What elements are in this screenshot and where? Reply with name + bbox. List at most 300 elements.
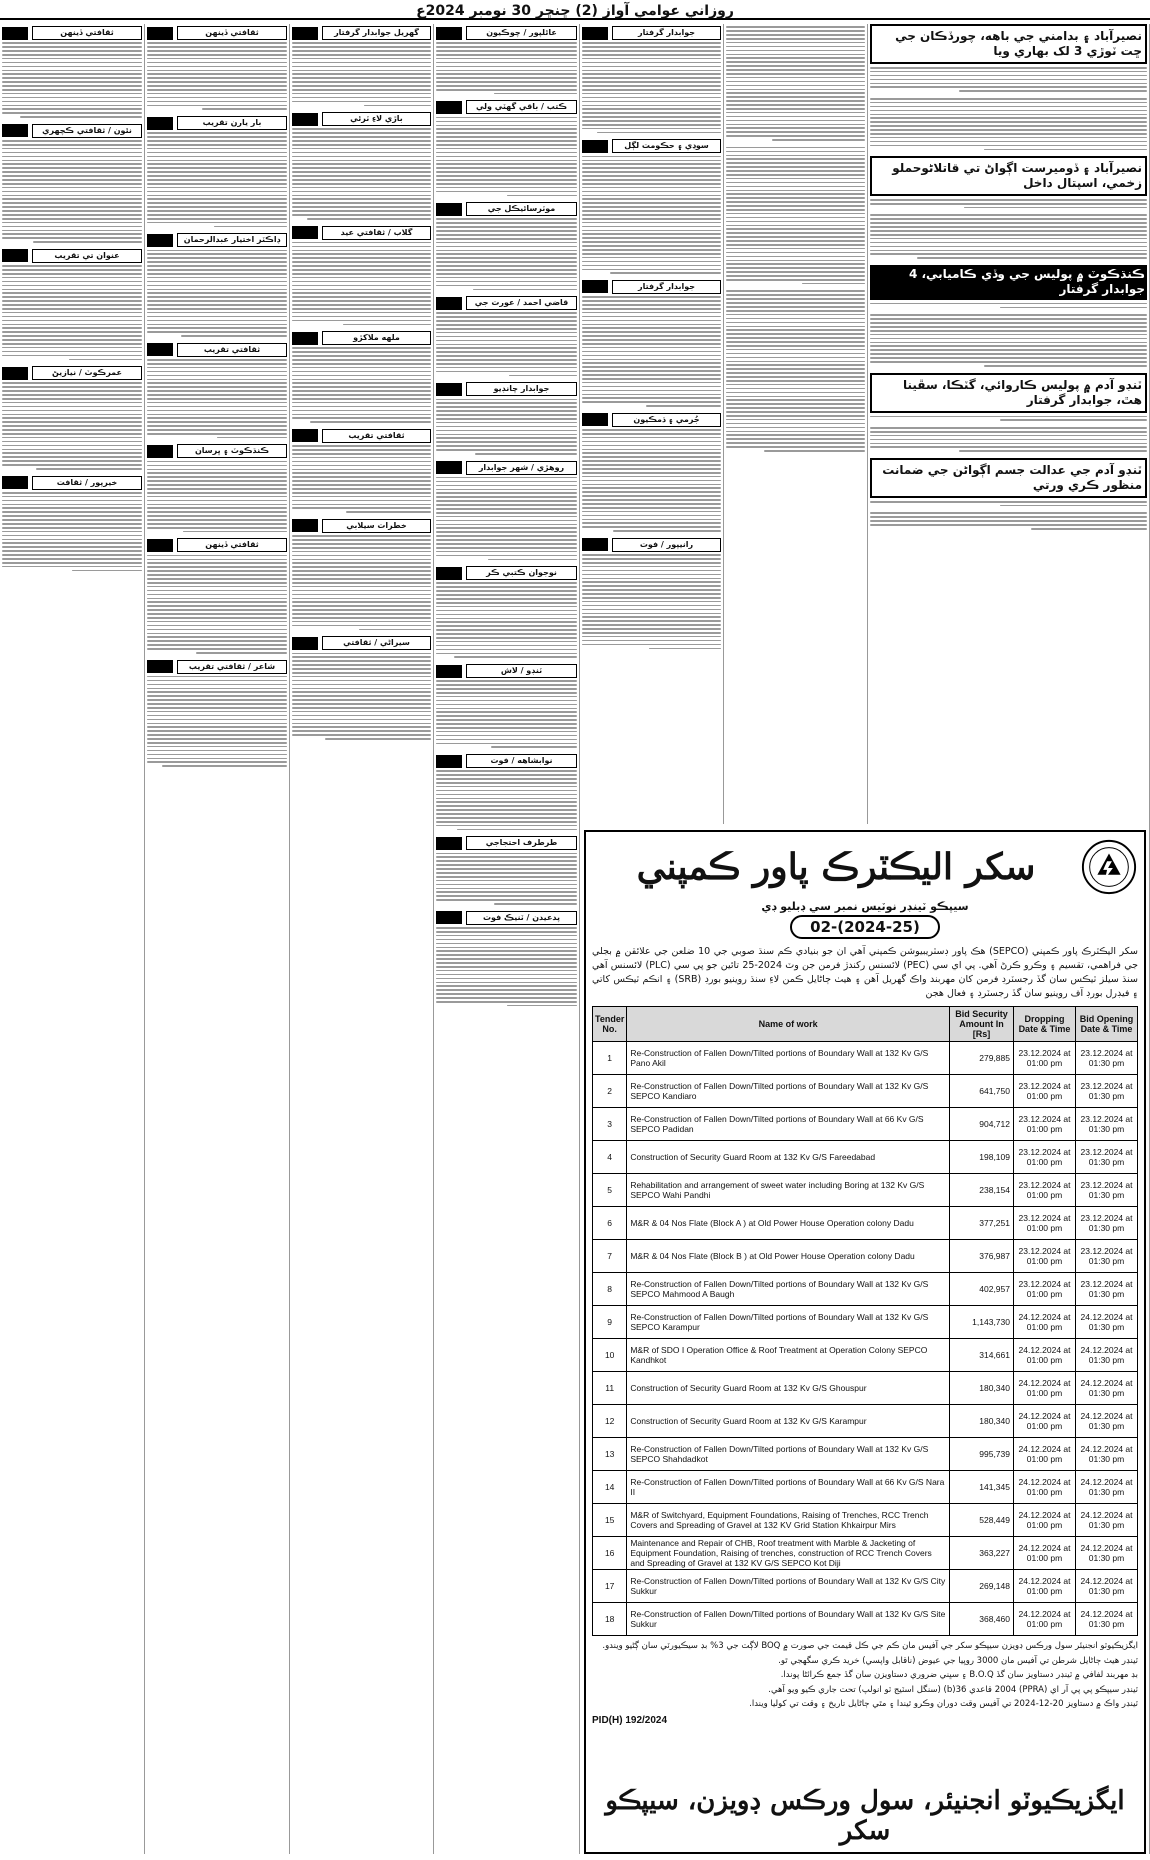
bid-security-cell: 198,109: [950, 1141, 1014, 1174]
kicker-text: نوجوان ڪتبي ڪر: [466, 566, 577, 580]
kicker-tag: [292, 332, 318, 345]
kicker-tag: [582, 280, 608, 293]
kicker-text: ثقافتي ڏينهن: [177, 26, 287, 40]
story-headline: ٽنڊو آدم جي عدالت جسم اڳواڻن جي ضمانت منظور ڪري ورتي: [870, 458, 1147, 498]
tender-no-cell: 16: [593, 1537, 627, 1570]
body-text: [2, 42, 142, 118]
body-text: [292, 128, 431, 219]
kicker-text: طرطرف احتجاجي: [466, 836, 577, 850]
body-text: [582, 296, 721, 407]
tender-no-cell: 11: [593, 1372, 627, 1405]
opening-date-cell: 23.12.2024 at 01:30 pm: [1076, 1174, 1138, 1207]
bid-security-cell: 368,460: [950, 1603, 1014, 1636]
story-kicker: [2, 366, 142, 380]
news-story: [436, 836, 577, 904]
kicker-text: رانيپور / فوت: [612, 538, 721, 552]
bid-security-cell: 528,449: [950, 1504, 1014, 1537]
table-row: [593, 1042, 1138, 1075]
story-headline: ڪنڌڪوٽ ۾ پوليس جي وڏي ڪاميابي، 4 جوابدار گرفتار: [870, 265, 1147, 300]
news-story: [436, 382, 577, 454]
kicker-text: شاعر / ثقافتي تقريب: [177, 660, 287, 674]
news-story: [870, 512, 1147, 529]
kicker-tag: [582, 27, 608, 40]
story-kicker: [147, 444, 287, 458]
col-header-bid-security: Bid Security Amount In [Rs]: [950, 1007, 1014, 1042]
opening-date-cell: 23.12.2024 at 01:30 pm: [1076, 1273, 1138, 1306]
story-kicker: [436, 26, 577, 40]
news-story: [292, 636, 431, 739]
dropping-date-cell: 24.12.2024 at 01:00 pm: [1014, 1570, 1076, 1603]
news-story: [147, 116, 287, 227]
opening-date-cell: 24.12.2024 at 01:30 pm: [1076, 1537, 1138, 1570]
news-story: [582, 413, 721, 532]
story-kicker: [292, 26, 431, 40]
story-kicker: [436, 296, 577, 310]
kicker-text: سوڍي ۽ حڪومت لڳل: [612, 139, 721, 153]
notice-text: سيپڪو ٽينڊر نوٽيس نمبر سي ڊبليو ڊي: [761, 900, 969, 913]
dropping-date-cell: 24.12.2024 at 01:00 pm: [1014, 1438, 1076, 1471]
kicker-tag: [436, 567, 462, 580]
kicker-tag: [147, 234, 173, 247]
news-story: [436, 100, 577, 196]
story-kicker: [2, 26, 142, 40]
kicker-tag: [436, 297, 462, 310]
story-kicker: [582, 538, 721, 552]
kicker-tag: [292, 113, 318, 126]
table-row: [593, 1471, 1138, 1504]
opening-date-cell: 24.12.2024 at 01:30 pm: [1076, 1471, 1138, 1504]
news-story: [147, 538, 287, 653]
story-kicker: [436, 566, 577, 580]
news-story: [582, 26, 721, 133]
news-story: [147, 343, 287, 439]
kicker-tag: [2, 124, 28, 137]
col-header-tender-no: Tender No.: [593, 1007, 627, 1042]
column-c: [290, 24, 434, 1854]
tender-no-cell: 7: [593, 1240, 627, 1273]
pid-number: PID(H) 192/2024: [592, 1714, 668, 1726]
news-story: [870, 214, 1147, 258]
kicker-tag: [292, 226, 318, 239]
tender-table-body: [593, 1042, 1138, 1636]
tender-no-cell: 13: [593, 1438, 627, 1471]
kicker-tag: [436, 101, 462, 114]
dropping-date-cell: 23.12.2024 at 01:00 pm: [1014, 1108, 1076, 1141]
body-text: [582, 42, 721, 133]
body-text: [582, 554, 721, 649]
kicker-tag: [436, 461, 462, 474]
story-kicker: [147, 538, 287, 552]
kicker-text: ملهه ملاکڙو: [322, 331, 431, 345]
work-name-cell: Re-Construction of Fallen Down/Tilted portions of Boundary Wall at 132 Kv G/S City Sukkur: [627, 1570, 950, 1603]
story-kicker: [436, 836, 577, 850]
dropping-date-cell: 23.12.2024 at 01:00 pm: [1014, 1273, 1076, 1306]
kicker-tag: [436, 665, 462, 678]
table-row: [593, 1603, 1138, 1636]
opening-date-cell: 24.12.2024 at 01:30 pm: [1076, 1339, 1138, 1372]
tender-no-cell: 5: [593, 1174, 627, 1207]
work-name-cell: Re-Construction of Fallen Down/Tilted portions of Boundary Wall at 132 Kv G/S Site Sukkur: [627, 1603, 950, 1636]
story-kicker: [582, 139, 721, 153]
tender-no-cell: 18: [593, 1603, 627, 1636]
body-text: [147, 461, 287, 533]
kicker-tag: [2, 476, 28, 489]
kicker-text: خطرات سيلابي: [322, 519, 431, 533]
kicker-tag: [147, 660, 173, 673]
kicker-tag: [292, 519, 318, 532]
body-text: [870, 512, 1147, 529]
table-row: [593, 1339, 1138, 1372]
kicker-tag: [292, 429, 318, 442]
body-text: [436, 477, 577, 560]
ad-term: ٽينڊر سيپڪو پي پي آر اي (PPRA) 2004 قاعدي 36(b) (سنگل اسٽيج ٽو انولپ) تحت جاري ڪيو ويو آهي.: [768, 1684, 1138, 1695]
story-kicker: [2, 249, 142, 263]
news-story: [436, 202, 577, 290]
bid-security-cell: 314,661: [950, 1339, 1014, 1372]
tender-no-cell: 4: [593, 1141, 627, 1174]
dropping-date-cell: 24.12.2024 at 01:00 pm: [1014, 1471, 1076, 1504]
col-header-opening-date: Bid Opening Date & Time: [1076, 1007, 1138, 1042]
body-text: [870, 98, 1147, 150]
tender-table: [592, 1006, 1138, 1636]
kicker-text: موٽرسائيڪل جي: [466, 202, 577, 216]
body-text: [870, 214, 1147, 258]
column-f: [724, 24, 868, 824]
work-name-cell: Re-Construction of Fallen Down/Tilted portions of Boundary Wall at 132 Kv G/S SEPCO Karampur: [627, 1306, 950, 1339]
ad-term: بڊ مهربند لفافي ۾ ٽينڊر دستاويز سان گڏ B.O.Q ۽ سڀني ضروري دستاويزن سان گڏ جمع ڪرائڻا پوندا.: [780, 1670, 1138, 1680]
col-header-dropping-date: Dropping Date & Time: [1014, 1007, 1076, 1042]
story-kicker: [436, 202, 577, 216]
kicker-text: جُرمي ۽ ڌمڪيون: [612, 413, 721, 427]
body-text: [870, 67, 1147, 92]
ad-term: ٽينڊر واڪ ۾ دستاويز 20-12-2024 تي آفيس وقت دوران وڪرو ٿيندا ۽ مٿي ڄاڻايل تاريخ ۽ وقت تي کوليا ويندا.: [749, 1699, 1138, 1709]
dropping-date-cell: 24.12.2024 at 01:00 pm: [1014, 1372, 1076, 1405]
news-story: [870, 24, 1147, 92]
body-text: [147, 359, 287, 438]
body-text: [147, 250, 287, 337]
story-kicker: [436, 911, 577, 925]
news-story: [436, 26, 577, 94]
kicker-text: بار يارن تقريب: [177, 116, 287, 130]
company-name: سکر اليڪٽرڪ پاور ڪمپني: [636, 846, 1036, 888]
table-row: [593, 1108, 1138, 1141]
story-headline: نصيرآباد ۽ بدامني جي باهه، چورڏڪان جي ڇت ٽوڙي 3 لک بهاري ويا: [870, 24, 1147, 64]
bid-security-cell: 1,143,730: [950, 1306, 1014, 1339]
column-e: [0, 24, 145, 1854]
news-story: [2, 249, 142, 360]
story-kicker: [147, 26, 287, 40]
table-row: [593, 1504, 1138, 1537]
dropping-date-cell: 23.12.2024 at 01:00 pm: [1014, 1174, 1076, 1207]
news-story: [292, 226, 431, 326]
kicker-text: جوابدار گرفتار: [612, 26, 721, 40]
story-kicker: [582, 413, 721, 427]
body-text: [147, 132, 287, 227]
body-text: [436, 927, 577, 1006]
kicker-text: گلاب / ثقافتي عيد: [322, 226, 431, 240]
dropping-date-cell: 24.12.2024 at 01:00 pm: [1014, 1306, 1076, 1339]
story-headline: ٽنڊو آدم ۾ پوليس ڪاروائي، گٽڪا، سڦينا هٿ، جوابدار گرفتار: [870, 373, 1147, 413]
kicker-tag: [436, 203, 462, 216]
dropping-date-cell: 24.12.2024 at 01:00 pm: [1014, 1339, 1076, 1372]
opening-date-cell: 23.12.2024 at 01:30 pm: [1076, 1207, 1138, 1240]
story-kicker: [582, 26, 721, 40]
masthead: [0, 0, 1150, 20]
kicker-text: روهڙي / شهر جوابدار: [466, 461, 577, 475]
ad-terms: [592, 1640, 1138, 1711]
news-story: [2, 124, 142, 243]
kicker-text: باڙي لاءِ ٽرئي: [322, 112, 431, 126]
work-name-cell: Re-Construction of Fallen Down/Tilted portions of Boundary Wall at 132 Kv G/S SEPCO Mahmood A Baugh: [627, 1273, 950, 1306]
body-text: [436, 680, 577, 748]
kicker-tag: [436, 27, 462, 40]
table-row: [593, 1075, 1138, 1108]
news-story: [292, 26, 431, 106]
tender-table-header: [593, 1007, 1138, 1042]
notice-number: 02-(2024-25): [790, 915, 940, 939]
opening-date-cell: 24.12.2024 at 01:30 pm: [1076, 1570, 1138, 1603]
kicker-text: ٽنڊو / لاش: [466, 664, 577, 678]
story-kicker: [2, 476, 142, 490]
kicker-text: عائلپور / چوڪيون: [466, 26, 577, 40]
news-story: [147, 444, 287, 532]
kicker-text: ڪتب / باقي گهٽي ولي: [466, 100, 577, 114]
story-kicker: [147, 343, 287, 357]
table-row: [593, 1405, 1138, 1438]
story-kicker: [436, 461, 577, 475]
kicker-text: عنوان تي تقريب: [32, 249, 142, 263]
ad-intro: سکر اليڪٽرڪ پاور ڪمپني (SEPCO) هڪ پاور ڊسٽريبيوشن ڪمپني آهي ان جو بنيادي ڪم سنڌ صوبي جي 10 ضلعن جي علائقن ۾ بجلي جي فراهمي، تقسيم ۽ وڪرو ڪرڻ آهي. پي اي سي (PEC) لائسنس رکندڙ فرمن جن وٽ 2024-25 تائين جو پي سي (PLC) لائسنس آهي سنڌ سيلز ٽيڪس سان گڏ رجسٽرڊ فرمن کان مهربند واڪ گهريل آهن ۽ هيٺ ڄاڻايل ڪمن لاءِ سنڌ روينيو بورڊ (SRB) ۽ انڪم ٽيڪس کاتي ۽ فيڊرل بورڊ آف روينيو سان گڏ رجسٽرڊ ۽ فعال هجن: [592, 946, 1138, 999]
body-text: [870, 199, 1147, 208]
bid-security-cell: 180,340: [950, 1372, 1014, 1405]
news-story: [726, 147, 865, 285]
story-headline: نصيرآباد ۽ ڏوميرست اڳواڻ تي قاتلاڻوحملو زخمي، اسپتال داخل: [870, 156, 1147, 196]
body-text: [436, 312, 577, 376]
news-story: [2, 476, 142, 572]
kicker-text: ثقافتي ڏينهن: [32, 26, 142, 40]
ad-term: ٽينڊر هيٺ ڄاڻايل شرطن تي آفيس مان 3000 روپيا جي عيوض (ناقابل واپسي) خريد ڪري سگهجي ٿو.: [778, 1655, 1138, 1666]
dropping-date-cell: 24.12.2024 at 01:00 pm: [1014, 1504, 1076, 1537]
news-story: [870, 314, 1147, 366]
ad-header: [592, 836, 1138, 898]
column-d: [145, 24, 290, 1854]
column-b: [434, 24, 580, 1854]
kicker-tag: [436, 911, 462, 924]
bid-security-cell: 141,345: [950, 1471, 1014, 1504]
work-name-cell: M&R of SDO I Operation Office & Roof Treatment at Operation Colony SEPCO Kandhkot: [627, 1339, 950, 1372]
kicker-text: خيرپور / ثقافت: [32, 476, 142, 490]
opening-date-cell: 23.12.2024 at 01:30 pm: [1076, 1108, 1138, 1141]
work-name-cell: Re-Construction of Fallen Down/Tilted portions of Boundary Wall at 66 Kv G/S SEPCO Padidan: [627, 1108, 950, 1141]
body-text: [292, 42, 431, 106]
body-text: [726, 147, 865, 285]
dropping-date-cell: 24.12.2024 at 01:00 pm: [1014, 1405, 1076, 1438]
opening-date-cell: 23.12.2024 at 01:30 pm: [1076, 1141, 1138, 1174]
kicker-tag: [292, 637, 318, 650]
body-text: [870, 303, 1147, 308]
story-kicker: [2, 124, 142, 138]
body-text: [292, 653, 431, 740]
table-row: [593, 1306, 1138, 1339]
news-story: [436, 911, 577, 1007]
work-name-cell: Construction of Security Guard Room at 132 Kv G/S Ghouspur: [627, 1372, 950, 1405]
news-story: [292, 429, 431, 513]
bid-security-cell: 279,885: [950, 1042, 1014, 1075]
body-text: [870, 416, 1147, 421]
news-story: [436, 296, 577, 376]
news-story: [582, 538, 721, 649]
kicker-tag: [582, 538, 608, 551]
tender-no-cell: 17: [593, 1570, 627, 1603]
bid-security-cell: 363,227: [950, 1537, 1014, 1570]
sepco-logo-icon: [1080, 838, 1138, 896]
kicker-tag: [147, 445, 173, 458]
body-text: [2, 382, 142, 469]
body-text: [726, 290, 865, 451]
tender-notice: [592, 900, 1138, 939]
story-kicker: [147, 116, 287, 130]
work-name-cell: Re-Construction of Fallen Down/Tilted portions of Boundary Wall at 132 Kv G/S SEPCO Shahdadkot: [627, 1438, 950, 1471]
story-kicker: [436, 754, 577, 768]
tender-no-cell: 15: [593, 1504, 627, 1537]
sepco-tender-ad: [584, 830, 1146, 1854]
tender-no-cell: 2: [593, 1075, 627, 1108]
body-text: [292, 535, 431, 630]
kicker-tag: [2, 27, 28, 40]
kicker-text: نئون / ثقافتي ڪچهري: [32, 124, 142, 138]
body-text: [147, 676, 287, 767]
opening-date-cell: 24.12.2024 at 01:30 pm: [1076, 1438, 1138, 1471]
body-text: [436, 42, 577, 94]
news-story: [292, 519, 431, 630]
col-header-name-of-work: Name of work: [627, 1007, 950, 1042]
bid-security-cell: 180,340: [950, 1405, 1014, 1438]
kicker-text: ثقافتي تقريب: [177, 343, 287, 357]
body-text: [436, 582, 577, 658]
news-story: [870, 156, 1147, 208]
kicker-tag: [436, 755, 462, 768]
work-name-cell: Re-Construction of Fallen Down/Tilted portions of Boundary Wall at 66 Kv G/S Nara II: [627, 1471, 950, 1504]
kicker-tag: [147, 117, 173, 130]
news-story: [436, 566, 577, 658]
kicker-text: ثقافتي ڏينهن: [177, 538, 287, 552]
kicker-tag: [147, 539, 173, 552]
news-story: [292, 331, 431, 423]
news-story: [436, 664, 577, 748]
table-row: [593, 1438, 1138, 1471]
story-kicker: [436, 382, 577, 396]
kicker-tag: [147, 27, 173, 40]
table-row: [593, 1240, 1138, 1273]
kicker-tag: [2, 249, 28, 262]
tender-no-cell: 14: [593, 1471, 627, 1504]
kicker-text: عمرڪوٽ / نيازيڻ: [32, 366, 142, 380]
body-text: [436, 770, 577, 830]
work-name-cell: Construction of Security Guard Room at 132 Kv G/S Fareedabad: [627, 1141, 950, 1174]
kicker-text: پدعيدن / ٽنيڪ فوت: [466, 911, 577, 925]
news-story: [726, 290, 865, 451]
bid-security-cell: 641,750: [950, 1075, 1014, 1108]
story-kicker: [147, 233, 287, 247]
kicker-text: ڊاڪٽر اختيار عبدالرحمان: [177, 233, 287, 247]
story-kicker: [147, 660, 287, 674]
opening-date-cell: 23.12.2024 at 01:30 pm: [1076, 1240, 1138, 1273]
news-story: [436, 461, 577, 561]
bid-security-cell: 269,148: [950, 1570, 1014, 1603]
body-text: [292, 347, 431, 423]
dropping-date-cell: 24.12.2024 at 01:00 pm: [1014, 1537, 1076, 1570]
news-story: [2, 366, 142, 469]
ad-signature: ايگزيڪيوٽو انجنيئر، سول ورڪس ڊويزن، سيپڪو سکر: [605, 1786, 1125, 1846]
news-story: [436, 754, 577, 830]
news-story: [2, 26, 142, 118]
news-story: [726, 26, 865, 140]
kicker-text: سيراڻي / ثقافتي: [322, 636, 431, 650]
news-story: [147, 660, 287, 767]
work-name-cell: M&R & 04 Nos Flate (Block B ) at Old Power House Operation colony Dadu: [627, 1240, 950, 1273]
kicker-tag: [292, 27, 318, 40]
kicker-tag: [436, 383, 462, 396]
work-name-cell: M&R & 04 Nos Flate (Block A ) at Old Power House Operation colony Dadu: [627, 1207, 950, 1240]
kicker-tag: [2, 367, 28, 380]
table-row: [593, 1174, 1138, 1207]
opening-date-cell: 23.12.2024 at 01:30 pm: [1076, 1042, 1138, 1075]
dropping-date-cell: 23.12.2024 at 01:00 pm: [1014, 1207, 1076, 1240]
kicker-text: قاضي احمد / عورت جي: [466, 296, 577, 310]
ad-term: ايگزيڪيوٽو انجنيئر سول ورڪس ڊويزن سيپڪو سکر جي آفيس مان ڪم جي ڪل قيمت جي صورت ۾ BOQ لاڳت جي 3% بڊ سيڪيورٽي سان ڳڻيو ويندو.: [602, 1641, 1138, 1651]
body-text: [582, 156, 721, 274]
kicker-text: ثقافتي تقريب: [322, 429, 431, 443]
dropping-date-cell: 23.12.2024 at 01:00 pm: [1014, 1042, 1076, 1075]
work-name-cell: Construction of Security Guard Room at 132 Kv G/S Karampur: [627, 1405, 950, 1438]
story-kicker: [292, 226, 431, 240]
news-story: [870, 458, 1147, 506]
tender-no-cell: 8: [593, 1273, 627, 1306]
body-text: [436, 218, 577, 290]
news-story: [582, 280, 721, 407]
table-row: [593, 1372, 1138, 1405]
body-text: [147, 42, 287, 110]
story-kicker: [292, 429, 431, 443]
kicker-tag: [582, 413, 608, 426]
kicker-tag: [147, 343, 173, 356]
tender-no-cell: 12: [593, 1405, 627, 1438]
body-text: [870, 314, 1147, 366]
kicker-text: نوابشاهه / فوت: [466, 754, 577, 768]
opening-date-cell: 24.12.2024 at 01:30 pm: [1076, 1405, 1138, 1438]
bid-security-cell: 904,712: [950, 1108, 1014, 1141]
news-story: [870, 373, 1147, 421]
work-name-cell: Rehabilitation and arrangement of sweet water including Boring at 132 Kv G/S SEPCO Wahi Pandhi: [627, 1174, 950, 1207]
tender-no-cell: 10: [593, 1339, 627, 1372]
body-text: [870, 427, 1147, 452]
body-text: [870, 501, 1147, 506]
body-text: [726, 26, 865, 140]
kicker-text: گهريل جوابدار گرفتار: [322, 26, 431, 40]
body-text: [582, 429, 721, 532]
bid-security-cell: 995,739: [950, 1438, 1014, 1471]
tender-no-cell: 3: [593, 1108, 627, 1141]
work-name-cell: M&R of Switchyard, Equipment Foundations, Raising of Trenches, RCC Trench Covers and Spreading of Gravel at 132 KV Grid Station Khkairpur Mirs: [627, 1504, 950, 1537]
body-text: [147, 555, 287, 654]
story-kicker: [292, 636, 431, 650]
table-row: [593, 1273, 1138, 1306]
story-kicker: [582, 280, 721, 294]
news-story: [147, 233, 287, 336]
news-story: [870, 265, 1147, 308]
masthead-title: روزاني عوامي آواز (2) ڇنڇر 30 نومبر 2024ع: [416, 3, 734, 19]
story-kicker: [436, 664, 577, 678]
